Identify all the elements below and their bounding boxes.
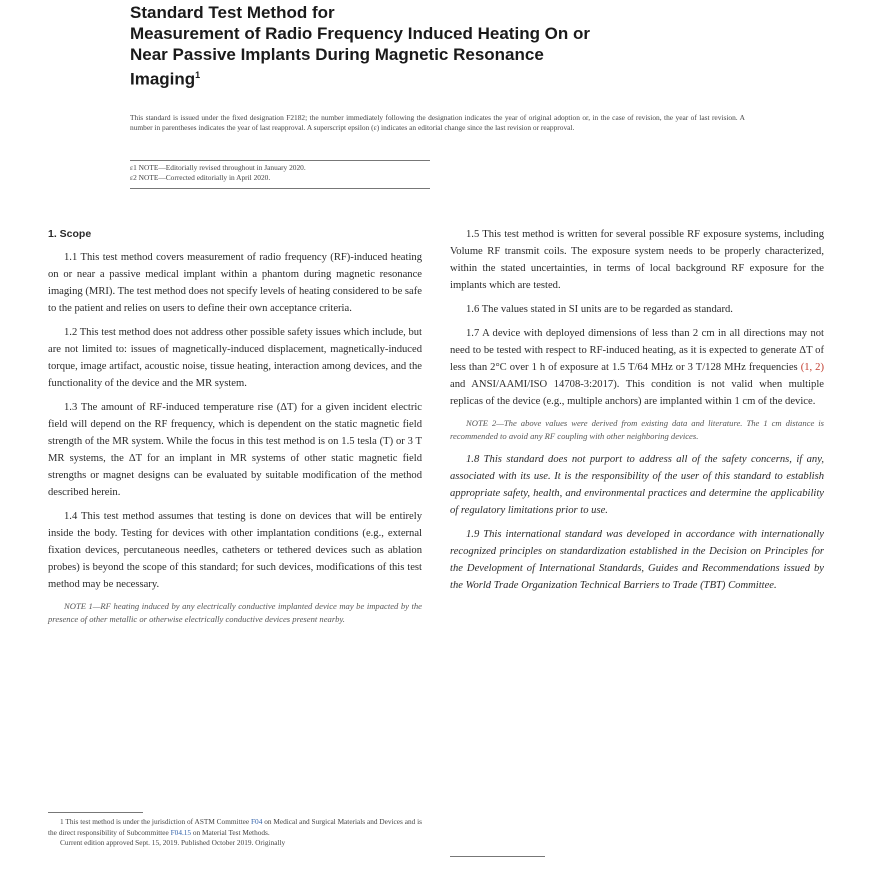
committee-link[interactable]: F04: [250, 817, 263, 826]
paragraph-1-7-text-cont: and ANSI/AAMI/ISO 14708-3:2017). This condition is not valid when multiple replicas of the device (e.g., multiple anchors) are implanted within 1 cm of the device.: [450, 379, 824, 407]
document-title: [130, 2, 770, 90]
paragraph-1-6: 1.6 The values stated in SI units are to be regarded as standard.: [466, 304, 733, 315]
footnote-divider: [48, 812, 143, 813]
title-footnote-mark: 1: [195, 70, 201, 80]
paragraph-1-3: 1.3 The amount of RF-induced temperature rise (ΔT) for a given incident electric field will depend on the RF frequency, which is dependent on the static magnetic field strength of the MR system. While the focus in this test method is on 1.5 tesla (T) or 3 T MR systems, the ΔT for an implant in MR systems of other static magnetic field strengths or magnet designs can be evaluated by suitable modification of the method described herein.: [48, 402, 422, 498]
designation-note: This standard is issued under the fixed designation F2182; the number immediately following the designation indicates the year of original adoption or, in the case of revision, the year of last revision. A number in parentheses indicates the year of last reapproval. A superscript epsilon (ε) indicates an editorial change since the last revision or reapproval.: [130, 113, 745, 132]
paragraph-1-1: 1.1 This test method covers measurement of radio frequency (RF)-induced heating on or near a passive medical implant within a phantom during magnetic resonance imaging (MRI). The test method does not specify levels of heating considered to be safe to the patient and relies on users to define their own acceptance criteria.: [48, 252, 422, 314]
section-heading-scope: 1. Scope: [48, 228, 92, 240]
reference-link[interactable]: (1, 2): [800, 362, 824, 373]
paragraph-1-4: 1.4 This test method assumes that testing is done on devices that will be entirely inside the body. Testing for devices with other implantation conditions (e.g., external fixation devices, percutaneous needles, catheters or tethered devices such as ablation probes) is beyond the scope of this standard; for such devices, modifications of this test method may be necessary.: [48, 511, 422, 590]
epsilon-note: ε1 NOTE—Editorially revised throughout in January 2020.: [130, 163, 306, 172]
footnote-text: on Material Test Methods.: [191, 827, 270, 837]
title-line: Standard Test Method for: [130, 3, 335, 22]
paragraph-1-7-text: 1.7 A device with deployed dimensions of less than 2 cm in all directions may not need to be tested with respect to RF-induced heating, as it is expected to generate ΔT of less than 2°C over 1 h of exposure at 1.5 T/64 MHz or 3 T/128 MHz frequencies: [450, 328, 824, 373]
epsilon-divider-bottom: [130, 188, 430, 189]
note-2: NOTE 2—The above values were derived from existing data and literature. The 1 cm distance is recommended to avoid any RF coupling with other neighboring devices.: [450, 418, 824, 441]
paragraph-1-5: 1.5 This test method is written for several possible RF exposure systems, including Volume RF transmit coils. The exposure system needs to be properly characterized, within the stated uncertainties, in terms of local background RF exposure for the implants which are tested.: [450, 229, 824, 291]
title-last-line: Imaging: [130, 69, 196, 89]
subcommittee-link[interactable]: F04.15: [170, 827, 192, 837]
footnote-divider-right: [450, 856, 545, 857]
paragraph-1-2: 1.2 This test method does not address other possible safety issues which include, but are not limited to: issues of magnetically-induced displacement, magnetically-induced torque, image artifact, acoustic noise, tissue heating, interaction among devices, and the functionality of the device and the MR system.: [48, 327, 422, 389]
title-line: Near Passive Implants During Magnetic Resonance: [130, 45, 544, 64]
paragraph-1-7: [450, 325, 824, 410]
footnote-2: Current edition approved Sept. 15, 2019. Published October 2019. Originally: [60, 838, 286, 847]
footnote-text: 1 This test method is under the jurisdiction of ASTM Committee: [60, 817, 251, 826]
note-1: NOTE 1—RF heating induced by any electrically conductive implanted device may be impacted by the presence of other metallic or otherwise electrically conductive devices present nearby.: [48, 601, 422, 624]
right-column: [450, 226, 824, 601]
footnote-1: [48, 817, 422, 838]
epsilon-notes: [130, 163, 430, 183]
title-line: Measurement of Radio Frequency Induced Heating On or: [130, 24, 591, 43]
title-line: [130, 65, 770, 90]
left-column: [48, 226, 422, 634]
footnote-text: on Medical and Surgical Materials and Devices and is the direct responsibility of Subcommittee: [48, 817, 422, 837]
epsilon-divider-top: [130, 160, 430, 161]
paragraph-1-8: 1.8 This standard does not purport to address all of the safety concerns, if any, associated with its use. It is the responsibility of the user of this standard to establish appropriate safety, health, and environmental practices and determine the applicability of regulatory limitations prior to use.: [450, 454, 824, 516]
paragraph-1-9: 1.9 This international standard was developed in accordance with internationally recognized principles on standardization established in the Decision on Principles for the Development of International Standards, Guides and Recommendations issued by the World Trade Organization Technical Barriers to Trade (TBT) Committee.: [450, 529, 824, 591]
footnotes: [48, 817, 422, 849]
epsilon-note: ε2 NOTE—Corrected editorially in April 2020.: [130, 173, 271, 182]
